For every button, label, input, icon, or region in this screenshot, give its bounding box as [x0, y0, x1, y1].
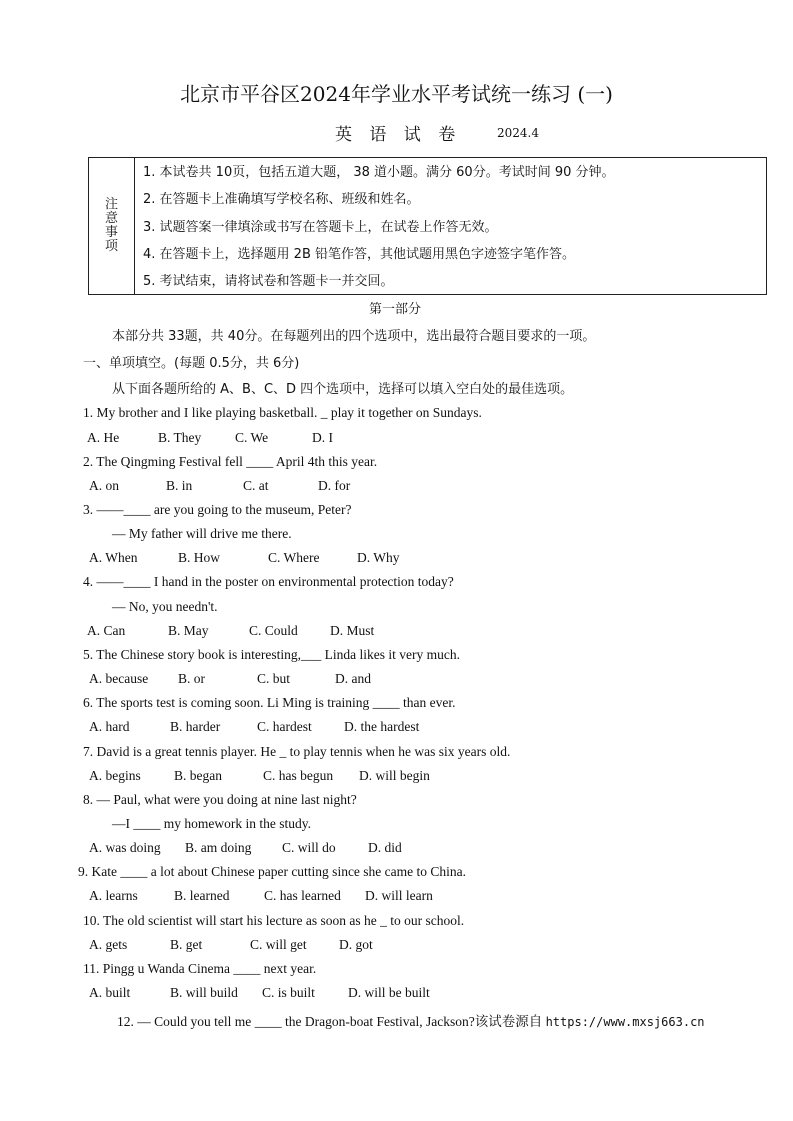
question-stem: 2. The Qingming Festival fell ____ April 4th this year.: [83, 454, 378, 469]
exam-title: 北京市平谷区2024年学业水平考试统一练习 (一): [180, 82, 613, 106]
question-stem-line: [117, 1010, 705, 1030]
question-stem: 3. ——____ are you going to the museum, Peter?: [83, 502, 352, 517]
option-c: C. at: [243, 478, 269, 493]
option-d: D. got: [339, 937, 373, 952]
option-c: C. We: [235, 430, 269, 445]
option-d: D. the hardest: [344, 719, 420, 734]
option-b: B. will build: [170, 985, 238, 1000]
question-stem: 5. The Chinese story book is interesting,___ Linda likes it very much.: [83, 647, 460, 662]
part-title: 第一部分: [369, 302, 422, 317]
option-c: C. has begun: [263, 768, 334, 783]
notice-label-column: [89, 158, 135, 294]
source-url: https://www.mxsj663.cn: [545, 1015, 705, 1029]
option-a: A. begins: [89, 768, 141, 783]
exam-subtitle: 英 语 试 卷: [335, 125, 462, 145]
option-c: C. has learned: [264, 888, 341, 903]
option-a: A. learns: [89, 888, 138, 903]
notice-item: 5. 考试结束，请将试卷和答题卡一并交回。: [143, 274, 394, 289]
option-d: D. did: [368, 840, 402, 855]
part-intro: 本部分共 33题，共 40分。在每题列出的四个选项中，选出最符合题目要求的一项。: [112, 329, 596, 344]
option-b: B. learned: [174, 888, 230, 903]
option-b: B. May: [168, 623, 209, 638]
option-a: A. was doing: [89, 840, 161, 855]
option-a: A. gets: [89, 937, 128, 952]
notice-box: [88, 157, 767, 295]
notice-item: 3. 试题答案一律填涂或书写在答题卡上，在试卷上作答无效。: [143, 220, 498, 235]
option-b: B. in: [166, 478, 193, 493]
option-d: D. Why: [357, 550, 400, 565]
section-title: 一、单项填空。(每题 0.5分，共 6分): [83, 356, 300, 371]
option-d: D. will be built: [348, 985, 430, 1000]
option-b: B. or: [178, 671, 205, 686]
question-stem: 9. Kate ____ a lot about Chinese paper cutting since she came to China.: [78, 864, 467, 879]
question-reply: —I ____ my homework in the study.: [112, 816, 311, 831]
exam-date: 2024.4: [497, 126, 539, 140]
notice-item: 2. 在答题卡上准确填写学校名称、班级和姓名。: [143, 192, 420, 207]
question-reply: — No, you needn't.: [112, 599, 218, 614]
question-stem: 1. My brother and I like playing basketball. _ play it together on Sundays.: [83, 405, 482, 420]
question-stem: 12. — Could you tell me ____ the Dragon-boat Festival, Jackson?该试卷源自: [117, 1014, 543, 1029]
option-b: B. harder: [170, 719, 221, 734]
option-c: C. hardest: [257, 719, 312, 734]
option-c: C. is built: [262, 985, 315, 1000]
question-stem: 6. The sports test is coming soon. Li Ming is training ____ than ever.: [83, 695, 456, 710]
notice-label: 注 意 事 项: [104, 197, 118, 254]
option-b: B. began: [174, 768, 222, 783]
notice-item: 4. 在答题卡上，选择题用 2B 铅笔作答，其他试题用黑色字迹签字笔作答。: [143, 247, 575, 262]
question-stem: 4. ——____ I hand in the poster on environmental protection today?: [83, 574, 454, 589]
option-a: A. Can: [87, 623, 126, 638]
option-d: D. will learn: [365, 888, 433, 903]
option-d: D. will begin: [359, 768, 430, 783]
option-b: B. am doing: [185, 840, 252, 855]
option-c: C. will do: [282, 840, 336, 855]
option-b: B. How: [178, 550, 221, 565]
option-a: A. He: [87, 430, 120, 445]
question-stem: 8. — Paul, what were you doing at nine last night?: [83, 792, 357, 807]
section-intro: 从下面各题所给的 A、B、C、D 四个选项中，选择可以填入空白处的最佳选项。: [112, 382, 574, 397]
notice-item: 1. 本试卷共 10页，包括五道大题， 38 道小题。满分 60分。考试时间 90 分钟。: [143, 165, 615, 180]
option-a: A. because: [89, 671, 149, 686]
option-a: A. hard: [89, 719, 130, 734]
option-d: D. for: [318, 478, 351, 493]
option-d: D. I: [312, 430, 333, 445]
question-reply: — My father will drive me there.: [112, 526, 292, 541]
option-c: C. but: [257, 671, 291, 686]
option-a: A. on: [89, 478, 119, 493]
option-d: D. and: [335, 671, 371, 686]
question-stem: 10. The old scientist will start his lecture as soon as he _ to our school.: [83, 913, 465, 928]
option-a: A. built: [89, 985, 131, 1000]
question-stem: 11. Pingg u Wanda Cinema ____ next year.: [83, 961, 317, 976]
option-c: C. will get: [250, 937, 307, 952]
option-b: B. get: [170, 937, 203, 952]
option-d: D. Must: [330, 623, 375, 638]
option-b: B. They: [158, 430, 202, 445]
question-stem: 7. David is a great tennis player. He _ to play tennis when he was six years old.: [83, 744, 511, 759]
option-a: A. When: [89, 550, 138, 565]
option-c: C. Where: [268, 550, 320, 565]
option-c: C. Could: [249, 623, 298, 638]
